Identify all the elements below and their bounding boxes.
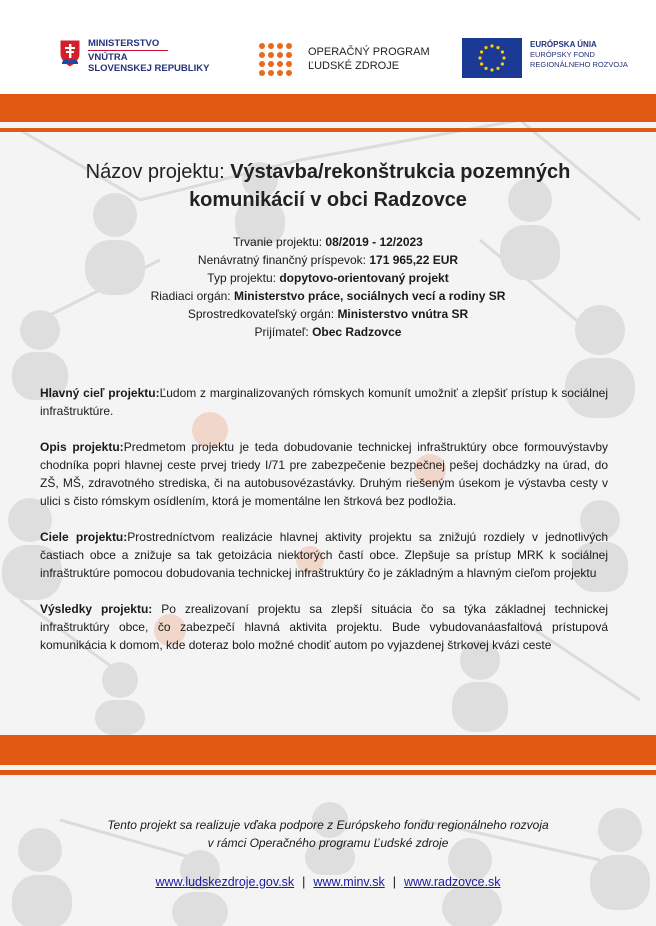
section-main-goal: Hlavný cieľ projektu:Ľudom z marginalizovaných rómskych komunít umožniť a zlepšiť prístup k sociálnej infraštruktúre.	[40, 386, 608, 418]
op-line-1: OPERAČNÝ PROGRAM	[308, 46, 430, 58]
project-meta	[40, 233, 616, 341]
op-dots-icon	[258, 42, 296, 76]
link-radzovce[interactable]: www.radzovce.sk	[403, 875, 501, 889]
link-minv[interactable]: www.minv.sk	[313, 875, 385, 889]
meta-intermediate-body: Sprostredkovateľský orgán: Ministerstvo vnútra SR	[187, 307, 469, 321]
meta-duration: Trvanie projektu: 08/2019 - 12/2023	[233, 235, 423, 249]
meta-grant: Nenávratný finančný príspevok: 171 965,22 EUR	[197, 253, 459, 267]
orange-line-bottom	[0, 770, 656, 775]
funding-line-1: Tento projekt sa realizuje vďaka podpore z Európskeho fondu regionálneho rozvoja	[107, 818, 549, 832]
title-line-2: komunikácií v obci Radzovce	[189, 189, 467, 211]
eu-flag-icon	[462, 38, 522, 78]
orange-stripe-top	[0, 94, 656, 122]
eu-line-1: EURÓPSKA ÚNIA	[530, 40, 597, 49]
section-goals: Ciele projektu:Prostredníctvom realizácie hlavnej aktivity projektu sa znižujú rozdiely v jednotlivých častiach obce a znižuje sa tak getoizácia niektorých častí obce. Zlepšuje sa prístup MRK k sociálnej infraštruktúre pomocou dobudovania technickej infraštruktúry čo je základným a hlavným cieľom projektu	[40, 530, 608, 580]
eu-line-3: REGIONÁLNEHO ROZVOJA	[530, 60, 628, 69]
footer-links	[40, 873, 616, 891]
funding-line-2: v rámci Operačného programu Ľudské zdroje	[207, 836, 449, 850]
orange-line-top	[0, 128, 656, 132]
title-line-1: Výstavba/rekonštrukcia pozemných	[230, 161, 571, 183]
op-line-2: ĽUDSKÉ ZDROJE	[308, 60, 400, 72]
eu-fund-logo	[462, 38, 628, 78]
link-ludskezdroje[interactable]: www.ludskezdroje.gov.sk	[155, 875, 295, 889]
section-description: Opis projektu:Predmetom projektu je teda dobudovanie technickej infraštruktúry obce formouvýstavby chodníka popri hlavnej ceste prvej triedy I/71 pre zabezpečenie bezpečnej pešej dochádzky na úrad, do ZŠ, MŠ, zdravotného strediska, či na autobusovézastávky. Druhým riešeným úsekom je výstavba cesty v ulici s čisto rómskym osídlením, ktorá je momentálne len štrková bez podložia.	[40, 440, 608, 508]
meta-type: Typ projektu: dopytovo-orientovaný projekt	[207, 271, 449, 285]
title-prefix: Názov projektu:	[85, 161, 231, 183]
orange-stripe-bottom	[0, 735, 656, 765]
project-title	[30, 158, 626, 214]
eu-line-2: EURÓPSKY FOND	[530, 50, 595, 59]
ministry-line-1: MINISTERSTVO	[88, 38, 160, 49]
link-separator: |	[392, 875, 396, 889]
slovak-crest-icon	[58, 38, 82, 68]
meta-managing-authority: Riadiaci orgán: Ministerstvo práce, sociálnych vecí a rodiny SR	[150, 289, 506, 303]
header	[0, 0, 656, 95]
ministry-line-3: SLOVENSKEJ REPUBLIKY	[88, 63, 210, 74]
section-results: Výsledky projektu: Po zrealizovaní projektu sa zlepší situácia čo sa týka základnej technickej infraštruktúry obce, čo zabezpečí hlavná aktivita projektu. Bude vybudovanáasfaltová prístupová komunikácia k domom, kde doteraz bolo možné chodiť autom po vyjazdenej štrkovej kvázi ceste	[40, 602, 608, 652]
funding-note	[40, 816, 616, 852]
link-separator: |	[302, 875, 306, 889]
op-ludske-zdroje-logo	[258, 42, 430, 76]
project-description	[40, 384, 608, 672]
meta-recipient: Prijímateľ: Obec Radzovce	[254, 325, 402, 339]
ministry-line-2: VNÚTRA	[88, 52, 128, 63]
ministry-logo	[58, 38, 209, 74]
